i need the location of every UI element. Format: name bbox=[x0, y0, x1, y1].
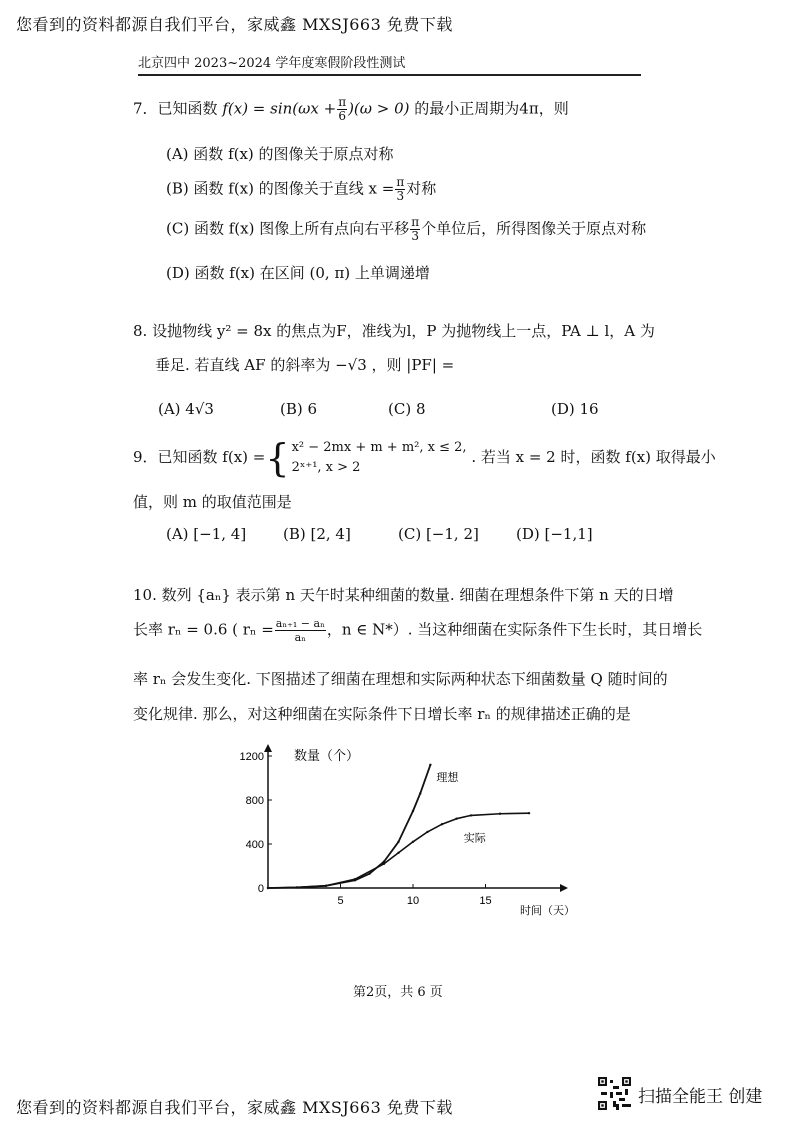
q9-suffix: . 若当 x = 2 时，函数 f(x) 取得最小 bbox=[471, 448, 716, 466]
x-tick-label: 15 bbox=[479, 895, 492, 907]
data-point bbox=[368, 873, 370, 875]
question-10-line4: 变化规律. 那么，对这种细菌在实际条件下日增长率 rₙ 的规律描述正确的是 bbox=[133, 705, 631, 723]
q8-option-a: (A) 4√3 bbox=[158, 400, 214, 418]
q7-suffix: 的最小正周期为4π，则 bbox=[414, 99, 569, 118]
qr-code-icon bbox=[598, 1077, 631, 1110]
data-point bbox=[455, 818, 457, 820]
q8-option-d: (D) 16 bbox=[551, 400, 599, 418]
q7-option-c: (C) 函数 f(x) 图像上所有点向右平移 $\frac{\pi}{3}$ 个单位后，所得图像关于原点对称 bbox=[166, 215, 647, 243]
question-9-line2: 值，则 m 的取值范围是 bbox=[133, 493, 292, 511]
data-point bbox=[325, 885, 327, 887]
q7-condition: )(ω > 0) bbox=[348, 99, 410, 118]
x-tick-label: 10 bbox=[406, 895, 420, 907]
data-point bbox=[397, 841, 399, 843]
q9-option-c: (C) [−1, 2] bbox=[398, 525, 479, 543]
q8-option-b: (B) 6 bbox=[280, 400, 318, 418]
series-label: 理想 bbox=[436, 771, 459, 784]
data-point bbox=[412, 810, 414, 812]
question-8-line1: 8. 设抛物线 y² = 8x 的焦点为F，准线为l，P 为抛物线上一点，PA ⊥ l，A 为 bbox=[133, 322, 655, 340]
header-rule bbox=[138, 74, 641, 76]
data-point bbox=[397, 852, 399, 854]
data-point bbox=[354, 878, 356, 880]
question-9 bbox=[133, 438, 716, 478]
q9-option-b: (B) [2, 4] bbox=[283, 525, 351, 543]
q7-option-d: (D) 函数 f(x) 在区间 (0, π) 上单调递增 bbox=[166, 264, 430, 282]
y-tick-label: 0 bbox=[257, 883, 264, 895]
q7-option-a: (A) 函数 f(x) 的图像关于原点对称 bbox=[166, 145, 394, 163]
q7-option-b: (B) 函数 f(x) 的图像关于直线 x = $\frac{\pi}{3}$ 对称 bbox=[166, 175, 437, 203]
q7-fraction: $\frac{\pi}{6}$ bbox=[338, 95, 347, 123]
exam-header: 北京四中 2023~2024 学年度寒假阶段性测试 bbox=[138, 56, 406, 71]
data-point bbox=[412, 841, 414, 843]
series-line-ideal bbox=[268, 765, 430, 888]
x-tick-label: 5 bbox=[337, 895, 344, 907]
page-number: 第2页，共 6 页 bbox=[353, 985, 443, 1000]
bacteria-growth-chart bbox=[230, 742, 590, 932]
data-point bbox=[426, 831, 428, 833]
data-point bbox=[528, 812, 530, 814]
data-point bbox=[499, 813, 501, 815]
data-point bbox=[470, 814, 472, 816]
series-label: 实际 bbox=[463, 832, 486, 845]
question-10-line2: 长率 rₙ = 0.6 ( rₙ = $\frac{\text{aₙ₊₁ − aₙ}}{\text{aₙ}}$ ，n ∈ N*）. 当这种细菌在实际条件下生长时，其日增长 bbox=[133, 617, 703, 644]
question-8-line2: 垂足. 若直线 AF 的斜率为 −√3 ，则 |PF| = bbox=[155, 356, 455, 374]
q7-function: f(x) = sin(ωx + bbox=[222, 99, 337, 118]
y-axis-label: 数量（个） bbox=[294, 748, 360, 763]
question-10-line1: 10. 数列 {aₙ} 表示第 n 天午时某种细菌的数量. 细菌在理想条件下第 n 天的日增 bbox=[133, 586, 674, 604]
x-axis-label: 时间（天） bbox=[520, 905, 575, 917]
series-line-actual bbox=[268, 813, 529, 888]
q9-prefix: 9．已知函数 f(x) = bbox=[133, 448, 266, 466]
data-point bbox=[296, 886, 298, 888]
y-axis-arrow bbox=[264, 744, 272, 752]
data-point bbox=[419, 792, 421, 794]
question-10-line3: 率 rₙ 会发生变化. 下图描述了细菌在理想和实际两种状态下细菌数量 Q 随时间的 bbox=[133, 670, 668, 688]
watermark-top: 您看到的资料都源自我们平台，家威鑫 MXSJ663 免费下载 bbox=[16, 15, 453, 34]
q9-brace: { bbox=[265, 436, 290, 480]
scanner-label: 扫描全能王 创建 bbox=[638, 1087, 763, 1107]
x-axis-arrow bbox=[560, 884, 568, 892]
q9-option-d: (D) [−1,1] bbox=[516, 525, 593, 543]
data-point bbox=[429, 764, 431, 766]
q9-piecewise: x² − 2mx + m + m², x ≤ 2, 2ˣ⁺¹, x > 2 bbox=[291, 440, 467, 475]
q9-option-a: (A) [−1, 4] bbox=[166, 525, 247, 543]
data-point bbox=[441, 823, 443, 825]
watermark-bottom: 您看到的资料都源自我们平台，家威鑫 MXSJ663 免费下载 bbox=[16, 1098, 453, 1117]
q8-option-c: (C) 8 bbox=[388, 400, 426, 418]
y-tick-label: 400 bbox=[245, 839, 264, 851]
question-7 bbox=[133, 96, 569, 123]
y-tick-label: 1200 bbox=[239, 751, 264, 763]
q7-prefix: 7．已知函数 bbox=[133, 99, 218, 118]
data-point bbox=[267, 887, 269, 889]
y-tick-label: 800 bbox=[245, 795, 264, 807]
data-point bbox=[383, 863, 385, 865]
